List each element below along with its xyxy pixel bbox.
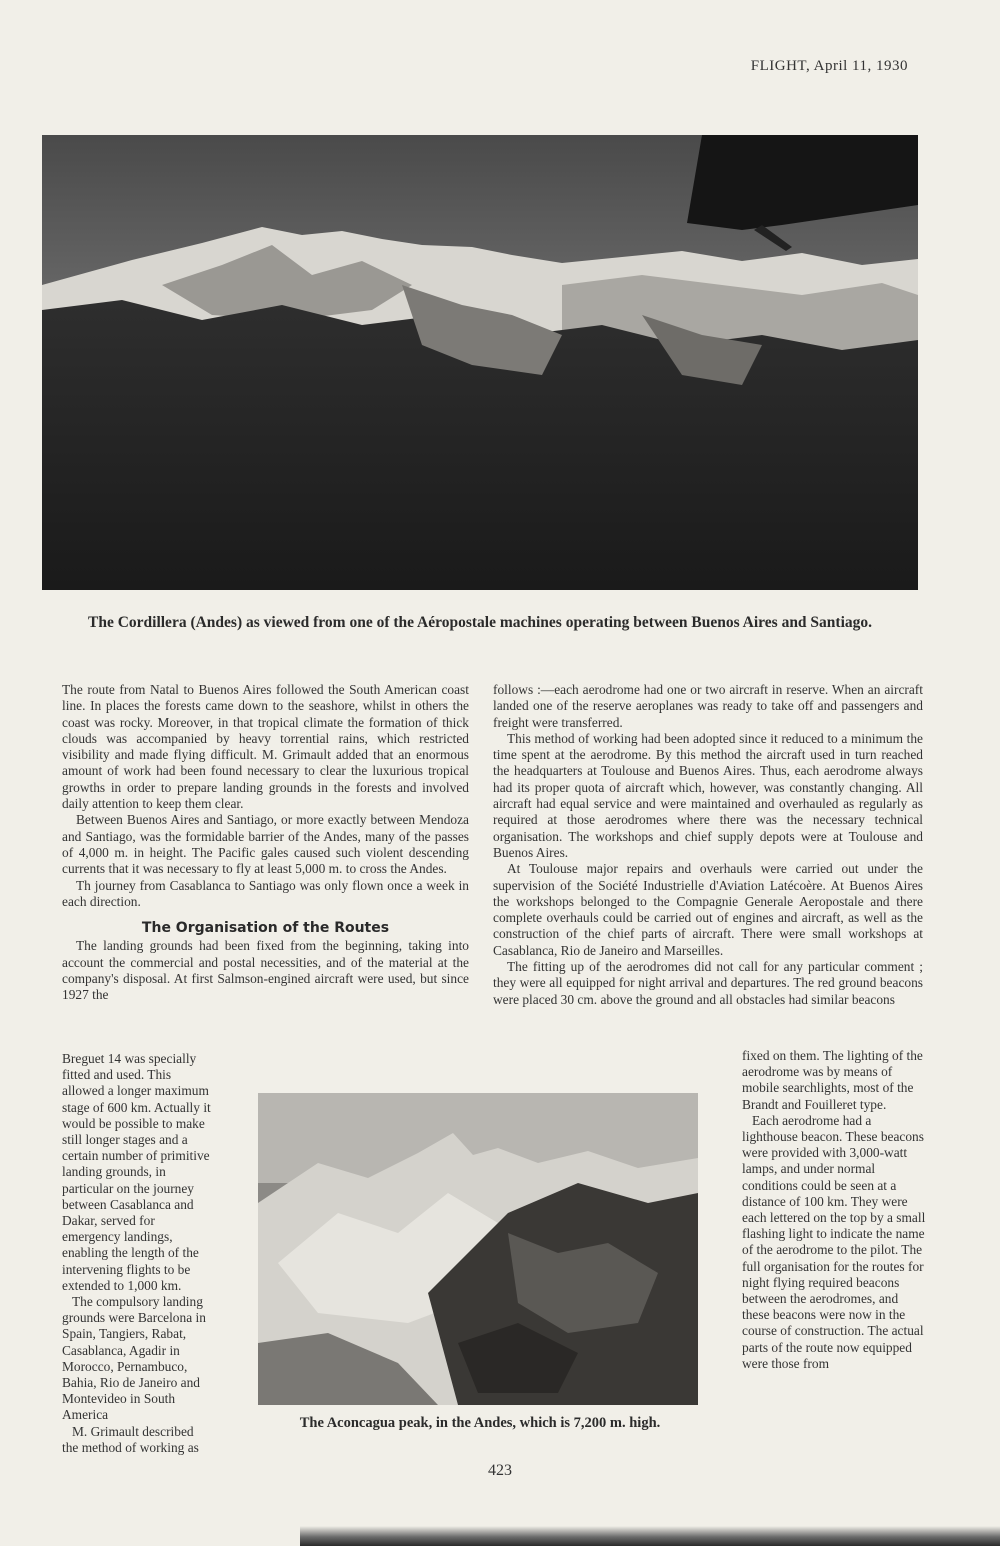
article-column-left (62, 682, 469, 1004)
paragraph: follows :—each aerodrome had one or two aircraft in reserve. When an aircraft landed one of the reserve aeroplanes was ready to take off and passengers and freight were transferred. (493, 682, 923, 730)
aconcagua-peak-photo (258, 1093, 698, 1405)
paragraph: At Toulouse major repairs and overhauls were carried out under the supervision of the Société Industrielle d'Aviation Latécoère. At Buenos Aires the workshops belonged to the Compagnie Generale Aeropostale and there complete overhauls could be carried out of engines and aircraft, as well as the construction of the chief parts of aircraft. There were small workshops at Casablanca, Rio de Janeiro and Marseilles. (493, 861, 923, 958)
article-column-left-narrow (62, 1051, 212, 1456)
figure1-caption: The Cordillera (Andes) as viewed from one of the Aéropostale machines operating between Buenos Aires and Santiago. (87, 614, 873, 631)
paragraph: fixed on them. The lighting of the aerodrome was by means of mobile searchlights, most of the Brandt and Fouilleret type. (742, 1048, 923, 1112)
figure2-caption: The Aconcagua peak, in the Andes, which is 7,200 m. high. (299, 1415, 661, 1431)
paragraph: Breguet 14 was specially fitted and used. This allowed a longer maximum stage of 600 km. Actually it would be possible to make still longer stages and a certain number of primitive landing grounds, in particular on the journey between Casablanca and Dakar, served for emergency landings, enabling the length of the intervening flights to be extended to 1,000 km. (62, 1051, 211, 1293)
scan-edge-shadow (300, 1526, 1000, 1546)
paragraph: The fitting up of the aerodromes did not call for any particular comment ; they were all equipped for night arrival and departures. The red ground beacons were placed 30 cm. above the ground and all obstacles had similar beacons (493, 959, 923, 1007)
article-column-right (493, 682, 923, 1008)
paragraph: The route from Natal to Buenos Aires followed the South American coast line. In places the forests came down to the seashore, whilst in others the coast was rocky. Moreover, in that tropical climate the formation of thick clouds was accompanied by heavy torrential rains, which restricted visibility and made flying difficult. M. Grimault added that an enormous amount of work had been found necessary to clear the luxurious tropical growths in order to prepare landing grounds in the forests and involved daily attention to keep them clear. (62, 682, 469, 812)
paragraph: M. Grimault described the method of working as (62, 1423, 199, 1455)
paragraph: This method of working had been adopted since it reduced to a minimum the time spent at the aerodrome. By this method the aircraft used in turn reached the headquarters at Toulouse and Buenos Aires. Thus, each aerodrome always had its proper quota of aircraft which, however, was constantly changing. All aircraft had equal service and were maintained and overhauled as regularly as required at those aerodromes where there was the necessary technical organisation. The workshops and chief supply depots were at Toulouse and Buenos Aires. (493, 730, 923, 860)
page-number: 423 (488, 1462, 512, 1479)
paragraph: Between Buenos Aires and Santiago, or more exactly between Mendoza and Santiago, was the formidable barrier of the Andes, many of the passes of 4,000 m. in height. The Pacific gales caused such violent descending currents that it was necessary to fly at least 5,000 m. to cross the Andes. (62, 812, 469, 877)
paragraph: The compulsory landing grounds were Barcelona in Spain, Tangiers, Rabat, Casablanca, Agadir in Morocco, Pernambuco, Bahia, Rio de Janeiro and Montevideo in South America (62, 1294, 206, 1423)
article-column-right-narrow (742, 1048, 926, 1372)
running-head: FLIGHT, April 11, 1930 (750, 58, 908, 74)
paragraph: Each aerodrome had a lighthouse beacon. These beacons were provided with 3,000-watt lamps, and under normal conditions could be seen at a distance of 100 km. They were each lettered on the top by a small flashing light to indicate the name of the aerodrome to the pilot. The full organisation for the routes for night flying required beacons between the aerodromes, and these beacons were now in the course of construction. The actual parts of the route now equipped were those from (742, 1112, 926, 1371)
section-heading: The Organisation of the Routes (141, 920, 390, 937)
paragraph: Th journey from Casablanca to Santiago was only flown once a week in each direction. (62, 877, 469, 909)
andes-cordillera-photo (42, 135, 918, 590)
paragraph: The landing grounds had been fixed from the beginning, taking into account the commercial and postal necessities, and of the material at the company's disposal. At first Salmson-engined aircraft were used, but since 1927 the (62, 938, 469, 1003)
